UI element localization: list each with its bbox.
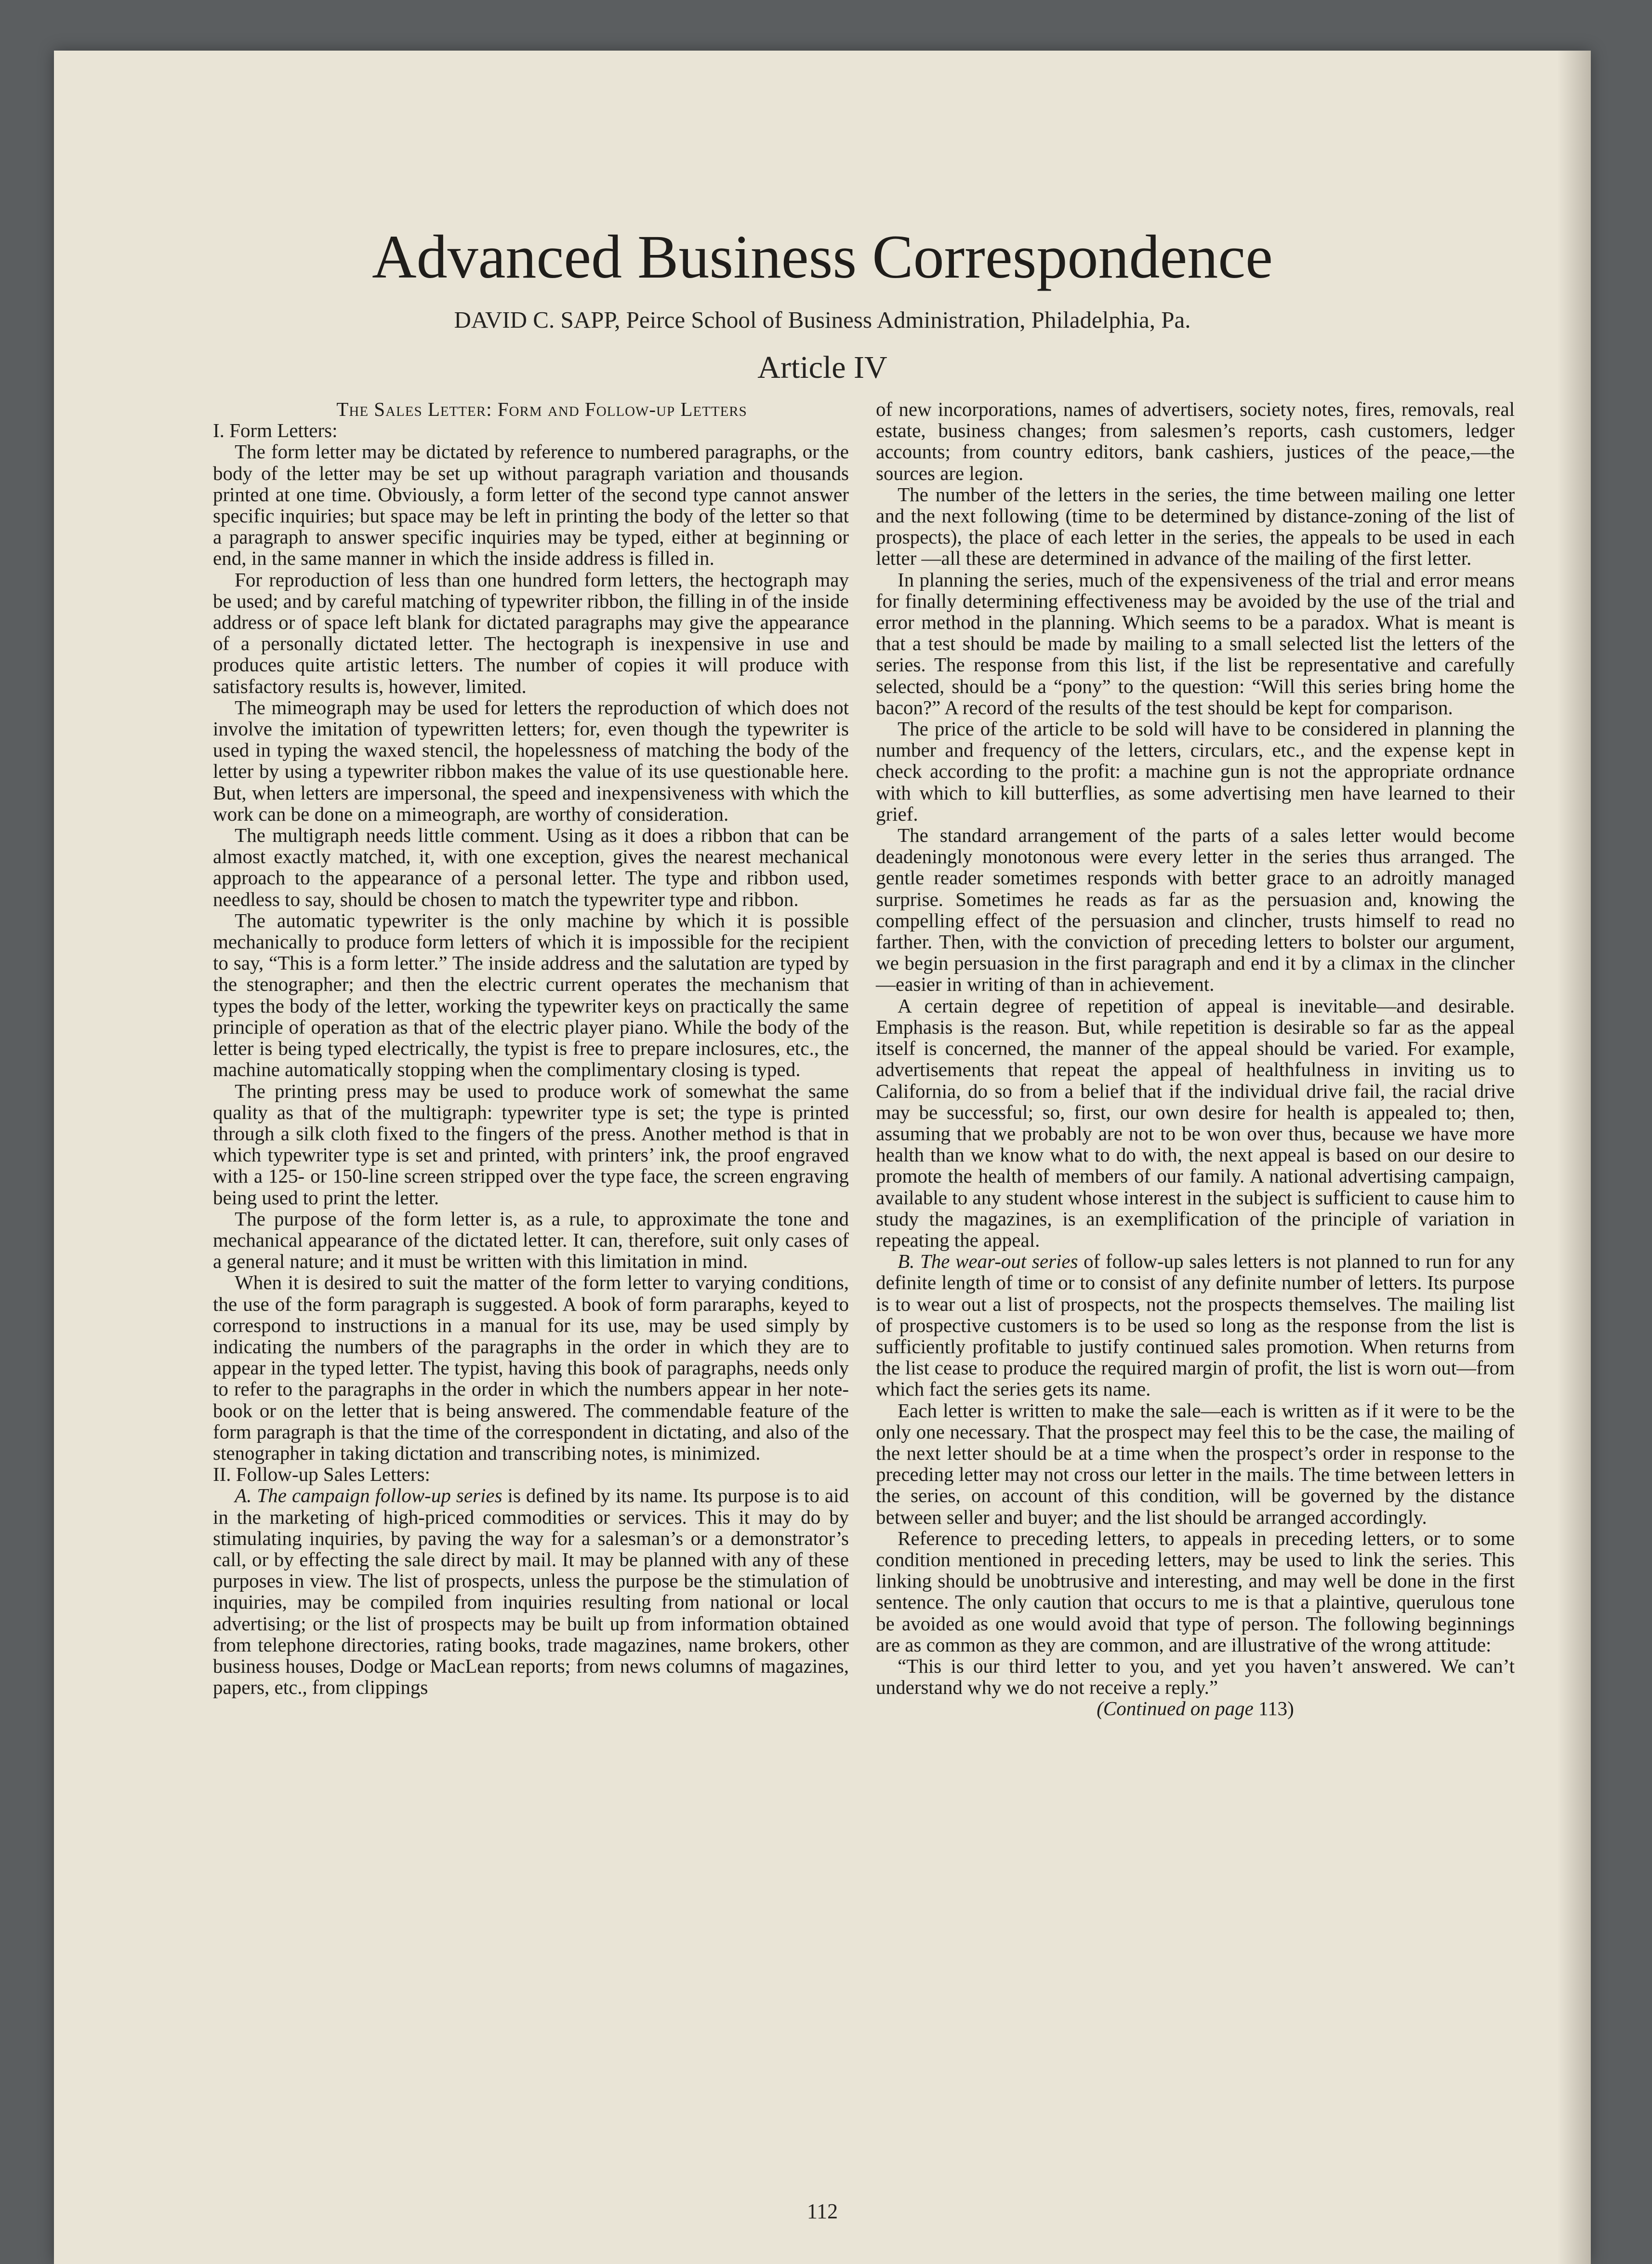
paragraph-text: of follow-up sales letters is not planned to run for any definite length of time or to consist of any definite number of letters. Its purpose is to wear out a list of prospects, not the prospects themselves. The mailing list of prospective customers is to be used so long as the response from the list is sufficiently profitable to justify continued sales promotion. When returns from the list cease to produce the required margin of profit, the list is worn out—from which fact the series gets its name. <box>876 1250 1515 1400</box>
heading-follow-up-letters: II. Follow-up Sales Letters: <box>213 1463 430 1486</box>
paragraph: The purpose of the form letter is, as a rule, to approximate the tone and mechanical appearance of the dictated letter. It can, therefore, suit only cases of a general nature; and it must be written with this limitation in mind. <box>213 1207 849 1273</box>
paragraph: The price of the article to be sold will have to be considered in planning the number and frequency of the letters, circulars, etc., and the expense kept in check according to the profit: a machine gun is not the appropriate ordnance with which to kill butterflies, as some advertising men have learned to their grief. <box>876 718 1515 825</box>
paragraph: A certain degree of repetition of appeal is inevitable—and desirable. Emphasis is the reason. But, while repetition is desirable so far as the appeal itself is concerned, the manner of the appeal should be varied. For example, advertisements that repeat the appeal of healthfulness in inviting us to California, do so from a belief that if the individual drive fail, the racial drive may be successful; so, first, our own desire for health is appealed to; then, assuming that we probably are not to be won over thus, because we have more health than we know what to do with, the next appeal is based on our desire to promote the health of members of our family. A national advertising campaign, available to any student whose interest in the subject is sufficient to cause him to study the magazines, is an exemplification of the principle of variation in repeating the appeal. <box>876 994 1515 1251</box>
paragraph: For reproduction of less than one hundred form letters, the hectograph may be used; and by careful matching of typewriter ribbon, the filling in of the inside address or of space left blank for dictated paragraphs may give the appearance of a personally dictated letter. The hectograph is inexpensive in use and produces quite artistic letters. The number of copies it will produce with satisfactory results is, however, limited. <box>213 568 849 697</box>
continued-page: 113) <box>1258 1697 1294 1720</box>
paragraph: In planning the series, much of the expensiveness of the trial and error means for finally determining effectiveness may be avoided by the use of the trial and error method in the planning. Which seems to be a paradox. What is meant is that a test should be made by mailing to a small selected list the letters of the series. The response from this list, if the list be representative and carefully selected, should be a “pony” to the question: “Will this series bring home the bacon?” A record of the results of the test should be kept for comparison. <box>876 568 1515 719</box>
heading-form-letters: I. Form Letters: <box>213 419 338 442</box>
right-column <box>876 399 1515 1719</box>
section-title: The Sales Letter: Form and Follow-up Letters <box>336 398 747 420</box>
paragraph <box>876 1251 1515 1399</box>
article-number: Article IV <box>757 350 887 385</box>
paragraph: The automatic typewriter is the only machine by which it is possible mechanically to produce form letters of which it is impossible for the recipient to say, “This is a form letter.” The inside address and the salutation are typed by the stenographer; and then the electric current operates the mechanism that types the body of the letter, working the typewriter keys on practically the same principle of operation as that of the electric player piano. While the body of the letter is being typed electrically, the typist is free to prepare inclosures, etc., the machine automatically stopping when the complimentary closing is typed. <box>213 909 849 1081</box>
campaign-series-label: A. The campaign follow-up series <box>235 1484 502 1507</box>
paragraph: Reference to preceding letters, to appeals in preceding letters, or to some condition mentioned in preceding letters, may be used to link the series. This linking should be unobtrusive and interesting, and may well be done in the first sentence. The only caution that occurs to me is that a plaintive, querulous tone be avoided as one would avoid that type of person. The following beginnings are as common as they are common, and are illustrative of the wrong attitude: <box>876 1527 1515 1656</box>
paragraph: The number of the letters in the series, the time between mailing one letter and the next following (time to be determined by distance-zoning of the list of prospects), the place of each letter in the series, the appeals to be used in each letter —all these are determined in advance of the mailing of the first letter. <box>876 483 1515 570</box>
article-title: Advanced Business Correspondence <box>372 223 1273 291</box>
page-number: 112 <box>806 2199 838 2223</box>
continued-note <box>876 1698 1515 1719</box>
left-column <box>213 399 849 1698</box>
paragraph: The form letter may be dictated by reference to numbered paragraphs, or the body of the letter may be set up without paragraph variation and thousands printed at one time. Obviously, a form letter of the second type cannot answer specific inquiries; but space may be left in printing the body of the letter so that a paragraph to answer specific inquiries may be typed, either at beginning or end, in the same manner in which the inside address is filled in. <box>213 440 849 570</box>
quote: “This is our third letter to you, and yet you haven’t answered. We can’t understand why we do not receive a reply.” <box>876 1654 1515 1699</box>
paragraph: The mimeograph may be used for letters the reproduction of which does not involve the imitation of typewritten letters; for, even though the typewriter is used in typing the waxed stencil, the hopelessness of matching the body of the letter by using a typewriter ribbon makes the value of its use questionable here. But, when letters are impersonal, the speed and inexpensiveness with which the work can be done on a mimeograph, are worthy of consideration. <box>213 696 849 825</box>
paragraph <box>213 1485 849 1698</box>
paragraph: The multigraph needs little comment. Using as it does a ribbon that can be almost exactly matched, it, with one exception, gives the nearest mechanical approach to the appearance of a personal letter. The type and ribbon used, needless to say, should be chosen to match the typewriter type and ribbon. <box>213 824 849 910</box>
paragraph-text: is defined by its name. Its purpose is to aid in the marketing of high-priced commodities or services. This it may do by stimulating inquiries, by paving the way for a salesman’s or a demonstrator’s call, or by effecting the sale direct by mail. It may be planned with any of these purposes in view. The list of prospects, unless the purpose be the stimulation of inquiries, may be compiled from inquiries resulting from national or local advertising; or the list of prospects may be built up from information obtained from telephone directories, rating books, trade magazines, name brokers, other business houses, Dodge or MacLean reports; from news columns of magazines, papers, etc., from clippings <box>213 1484 849 1699</box>
paragraph: When it is desired to suit the matter of the form letter to varying conditions, the use of the form paragraph is suggested. A book of form pararaphs, keyed to correspond to instructions in a manual for its use, may be used simply by indicating the numbers of the paragraphs in the order in which they are to appear in the typed letter. The typist, having this book of paragraphs, needs only to refer to the paragraphs in the order in which the numbers appear in her note-book or on the letter that is being answered. The commendable feature of the form paragraph is that the time of the correspondent in dictating, and also of the stenographer in taking dictation and transcribing notes, is minimized. <box>213 1271 849 1464</box>
magazine-page <box>54 51 1591 2264</box>
paragraph: The standard arrangement of the parts of a sales letter would become deadeningly monotonous were every letter in the series thus arranged. The gentle reader sometimes responds with better grace to an adroitly managed surprise. Sometimes he reads as far as the persuasion and, knowing the compelling effect of the persuasion and clincher, trusts himself to read no farther. Then, with the conviction of preceding letters to bolster our argument, we begin persuasion in the first paragraph and end it by a climax in the clincher—easier in writing of than in achievement. <box>876 824 1515 996</box>
continued-text: (Continued on page <box>1097 1697 1254 1720</box>
paragraph: The printing press may be used to produce work of somewhat the same quality as that of the multigraph: typewriter type is set; the type is printed through a silk cloth fixed to the fingers of the press. Another method is that in which typewriter type is set and printed, with printers’ ink, the proof engraved with a 125- or 150-line screen stripped over the type face, the screen engraving being used to print the letter. <box>213 1079 849 1209</box>
byline: DAVID C. SAPP, Peirce School of Business Administration, Philadelphia, Pa. <box>454 306 1191 333</box>
wear-out-series-label: B. The wear-out series <box>898 1250 1078 1273</box>
paragraph: Each letter is written to make the sale—each is written as if it were to be the only one necessary. That the prospect may feel this to be the case, the mailing of the next letter should be at a time when the prospect’s order in response to the preceding letter may not cross our letter in the mails. The time between letters in the series, on account of this condition, will be governed by the distance between seller and buyer; and the list should be arranged accordingly. <box>876 1399 1515 1528</box>
paragraph: of new incorporations, names of advertisers, society notes, fires, removals, real estate, business changes; from salesmen’s reports, cash customers, ledger accounts; from country editors, bank cashiers, justices of the peace,—the sources are legion. <box>876 398 1515 484</box>
